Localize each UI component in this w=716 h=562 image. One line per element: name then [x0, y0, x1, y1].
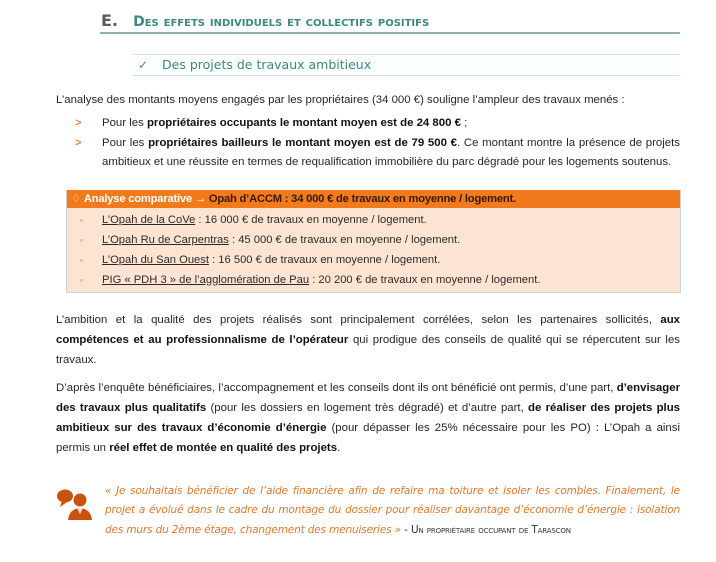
section-number: E.: [101, 11, 119, 30]
callout-item-text: : 16 500 € de travaux en moyenne / logement.: [208, 253, 441, 266]
lightbulb-icon: ♢: [71, 192, 81, 205]
bullet-text: Pour les: [102, 136, 149, 149]
callout-item: [67, 250, 680, 270]
paragraph-text: (pour dépasser les 25% nécessaire pour les PO) : L’Opah a ainsi permis un: [56, 421, 680, 454]
paragraph-text: .: [337, 441, 341, 454]
bullet-text: . Ce montant montre la présence de projets ambitieux et une réussite en termes de requalification immobilière du parc dégradé pour les logements soutenus.: [102, 136, 680, 168]
section-title: Des effets individuels et collectifs positifs: [133, 14, 430, 30]
paragraph-text: D’après l’enquête bénéficiaires, l’accompagnement et les conseils dont ils ont bénéficié ont permis, d’une part,: [56, 381, 617, 394]
chevron-right-icon: >: [75, 117, 82, 129]
intro-paragraph: L’analyse des montants moyens engagés par les propriétaires (34 000 €) souligne l’ampleur des travaux menés :: [56, 94, 625, 106]
callout-header: [67, 190, 680, 208]
people-chat-icon: [55, 486, 95, 522]
bullet-text: ;: [460, 117, 468, 129]
callout-item-name: L’Opah Ru de Carpentras: [102, 233, 229, 246]
callout-label: Analyse comparative: [83, 192, 192, 205]
callout-item-name: L’Opah de la CoVe: [102, 213, 196, 226]
paragraph-bold: aux compétences et au professionnalisme de l’opérateur: [56, 313, 680, 346]
arrow-right-icon: →: [194, 192, 206, 205]
quote-text: « Je souhaitais bénéficier de l’aide financière afin de refaire ma toiture et isoler les combles. Finalement, le projet a évolué dans le cadre du montage du dossier pour réaliser davantage d’économie d’énergie : isolation des murs du 2ème étage, changement des menuiseries »: [105, 484, 680, 536]
callout-item: [67, 210, 680, 230]
comparative-analysis-box: [66, 190, 681, 293]
paragraph-text: (pour les dossiers en logement très dégradé) et d’autre part,: [206, 401, 529, 414]
paragraph-text: L’ambition et la qualité des projets réalisés sont principalement corrélées, selon les partenaires sollicités,: [56, 313, 661, 326]
bullet-dot-icon: [80, 279, 83, 282]
callout-item-name: L’Opah du San Ouest: [102, 253, 209, 266]
callout-item: [67, 230, 680, 250]
bullet-item: [75, 134, 680, 173]
quote-author: - Un propriétaire occupant de Tarascon: [400, 523, 571, 536]
bullet-dot-icon: [80, 259, 83, 262]
bullet-bold: propriétaires occupants le montant moyen est de 24 800 €: [146, 117, 461, 129]
callout-item-text: : 45 000 € de travaux en moyenne / logement.: [228, 233, 461, 246]
subsection-title: Des projets de travaux ambitieux: [162, 57, 372, 72]
subsection-heading: [133, 54, 680, 76]
callout-item-name: PIG « PDH 3 » de l’agglomération de Pau: [102, 273, 310, 286]
bullet-text: Pour les: [102, 117, 147, 129]
paragraph-bold: de réaliser des projets plus ambitieux sur des travaux d’économie d’énergie: [56, 401, 680, 434]
paragraph-survey: [56, 378, 680, 458]
paragraph-text: qui prodigue des conseils de qualité qui se répercutent sur les travaux.: [56, 333, 680, 366]
bullet-dot-icon: [80, 219, 83, 222]
testimonial-quote: [105, 482, 680, 541]
bullet-bold: propriétaires bailleurs le montant moyen est de 79 500 €: [148, 136, 457, 149]
chevron-right-icon: >: [75, 136, 82, 149]
paragraph-bold: d’envisager des travaux plus qualitatifs: [56, 381, 680, 414]
bullet-list: [75, 114, 680, 173]
bullet-item: [75, 114, 680, 134]
bullet-dot-icon: [80, 239, 83, 242]
callout-highlight: Opah d’ACCM : 34 000 € de travaux en moyenne / logement.: [208, 192, 516, 205]
callout-list: [67, 208, 680, 290]
callout-item-text: : 16 000 € de travaux en moyenne / logement.: [195, 213, 427, 226]
paragraph-operator: [56, 310, 680, 370]
section-heading: [100, 11, 680, 34]
testimonial-block: [56, 482, 680, 542]
callout-item-text: : 20 200 € de travaux en moyenne / logement.: [309, 273, 541, 286]
check-icon: ✓: [138, 58, 149, 72]
callout-item: [67, 270, 680, 290]
paragraph-bold: réel effet de montée en qualité des projets: [109, 441, 338, 454]
